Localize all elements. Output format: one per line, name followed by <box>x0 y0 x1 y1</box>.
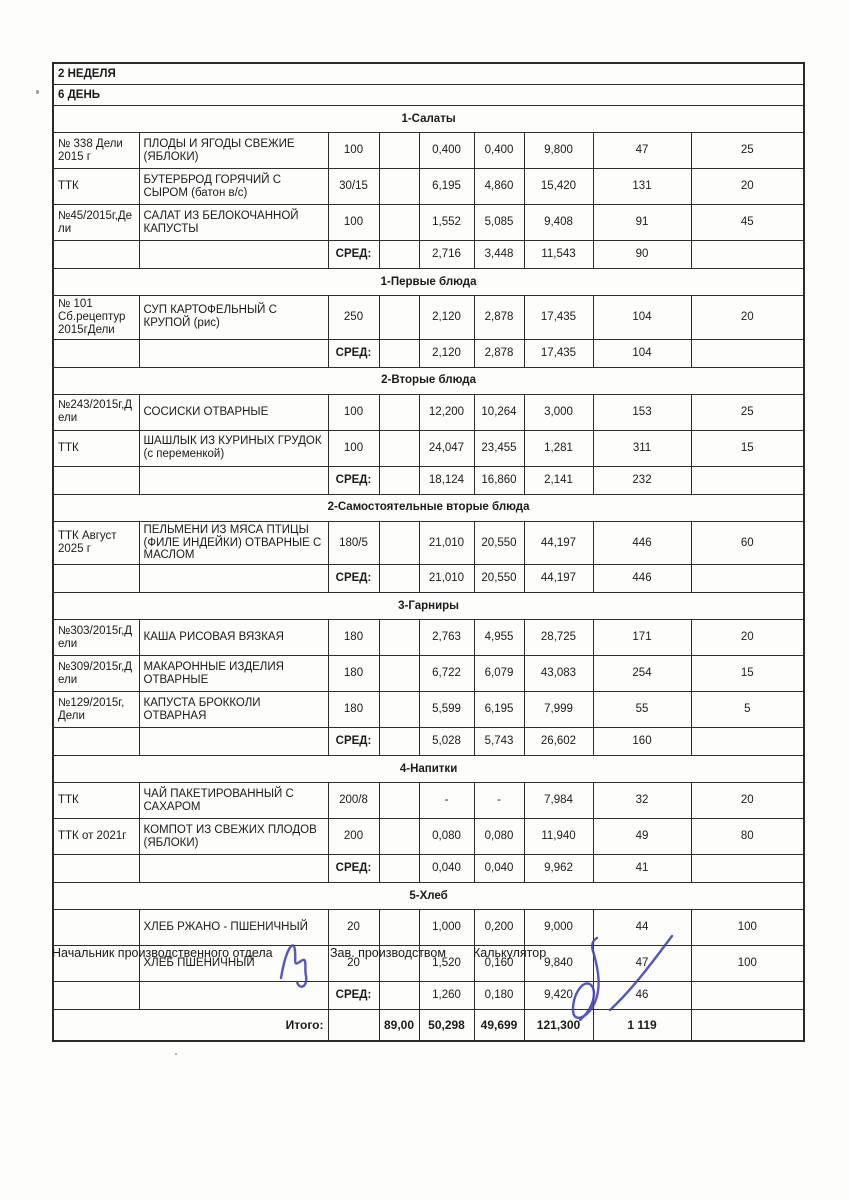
value-cell: 100 <box>691 910 804 946</box>
average-value-cell: 446 <box>593 565 691 593</box>
average-value-cell: 0,040 <box>474 855 524 883</box>
average-value-cell <box>379 855 419 883</box>
average-value-cell <box>139 241 328 269</box>
value-cell: 9,840 <box>524 946 593 982</box>
average-value-cell: 104 <box>593 339 691 367</box>
average-value-cell: 9,962 <box>524 855 593 883</box>
value-cell: 6,195 <box>474 692 524 728</box>
value-cell <box>379 656 419 692</box>
value-cell: 1,000 <box>419 910 474 946</box>
value-cell: 7,999 <box>524 692 593 728</box>
average-label-cell: СРЕД: <box>328 241 379 269</box>
day-label: 6 ДЕНЬ <box>53 85 804 106</box>
signature-icon <box>566 928 678 1032</box>
value-cell: 5,599 <box>419 692 474 728</box>
average-row <box>53 339 804 367</box>
average-value-cell: 41 <box>593 855 691 883</box>
average-value-cell: 2,716 <box>419 241 474 269</box>
value-cell <box>379 819 419 855</box>
section-title: 1-Салаты <box>53 106 804 133</box>
section-header-row <box>53 494 804 521</box>
table-row <box>53 133 804 169</box>
average-label-cell: СРЕД: <box>328 466 379 494</box>
value-cell: 15,420 <box>524 169 593 205</box>
value-cell: 20 <box>691 783 804 819</box>
average-value-cell <box>691 728 804 756</box>
section-title: 2-Самостоятельные вторые блюда <box>53 494 804 521</box>
average-value-cell: 0,040 <box>419 855 474 883</box>
value-cell: 23,455 <box>474 430 524 466</box>
average-value-cell: 3,448 <box>474 241 524 269</box>
value-cell: 20 <box>328 946 379 982</box>
day-row <box>53 85 804 106</box>
value-cell: 20 <box>328 910 379 946</box>
average-value-cell: 11,543 <box>524 241 593 269</box>
value-cell: 180/5 <box>328 521 379 565</box>
table-row <box>53 819 804 855</box>
value-cell: 15 <box>691 656 804 692</box>
value-cell: 55 <box>593 692 691 728</box>
value-cell: 171 <box>593 620 691 656</box>
dish-name-cell: ШАШЛЫК ИЗ КУРИНЫХ ГРУДОК (с переменкой) <box>139 430 328 466</box>
value-cell: 28,725 <box>524 620 593 656</box>
table-row <box>53 620 804 656</box>
value-cell: 153 <box>593 394 691 430</box>
average-value-cell <box>139 855 328 883</box>
average-value-cell <box>53 466 139 494</box>
recipe-ref-cell: №129/2015г, Дели <box>53 692 139 728</box>
value-cell: 24,047 <box>419 430 474 466</box>
value-cell: 60 <box>691 521 804 565</box>
value-cell: 0,080 <box>474 819 524 855</box>
average-value-cell: 18,124 <box>419 466 474 494</box>
total-value-cell: 50,298 <box>419 1010 474 1042</box>
value-cell: 1,520 <box>419 946 474 982</box>
section-title: 4-Напитки <box>53 756 804 783</box>
value-cell: 20,550 <box>474 521 524 565</box>
value-cell: 17,435 <box>524 296 593 340</box>
section-header-row <box>53 367 804 394</box>
value-cell: 100 <box>328 133 379 169</box>
average-value-cell: 232 <box>593 466 691 494</box>
value-cell: 131 <box>593 169 691 205</box>
average-value-cell: 2,878 <box>474 339 524 367</box>
value-cell: 4,955 <box>474 620 524 656</box>
value-cell: 20 <box>691 169 804 205</box>
value-cell: - <box>474 783 524 819</box>
value-cell: 0,400 <box>474 133 524 169</box>
average-value-cell: 46 <box>593 982 691 1010</box>
section-title: 1-Первые блюда <box>53 269 804 296</box>
value-cell: 44,197 <box>524 521 593 565</box>
dish-name-cell: ХЛЕБ ПШЕНИЧНЫЙ <box>139 946 328 982</box>
dish-name-cell: ХЛЕБ РЖАНО - ПШЕНИЧНЫЙ <box>139 910 328 946</box>
signature-icon <box>278 934 320 996</box>
section-header-row <box>53 883 804 910</box>
value-cell: 49 <box>593 819 691 855</box>
value-cell: 5,085 <box>474 205 524 241</box>
value-cell: 91 <box>593 205 691 241</box>
value-cell: 15 <box>691 430 804 466</box>
recipe-ref-cell: ТТК <box>53 430 139 466</box>
value-cell: 9,408 <box>524 205 593 241</box>
value-cell: 0,080 <box>419 819 474 855</box>
dish-name-cell: ПЕЛЬМЕНИ ИЗ МЯСА ПТИЦЫ (ФИЛЕ ИНДЕЙКИ) ОТВАРНЫЕ С МАСЛОМ <box>139 521 328 565</box>
average-value-cell <box>53 565 139 593</box>
value-cell: 25 <box>691 394 804 430</box>
value-cell: 1,281 <box>524 430 593 466</box>
average-value-cell <box>691 855 804 883</box>
recipe-ref-cell: № 101 Сб.рецептур 2015гДели <box>53 296 139 340</box>
value-cell: 100 <box>328 394 379 430</box>
value-cell: 47 <box>593 133 691 169</box>
value-cell: 1,552 <box>419 205 474 241</box>
recipe-ref-cell: №303/2015г,Дели <box>53 620 139 656</box>
value-cell: 104 <box>593 296 691 340</box>
average-label-cell: СРЕД: <box>328 339 379 367</box>
average-value-cell <box>379 728 419 756</box>
value-cell <box>379 296 419 340</box>
recipe-ref-cell <box>53 910 139 946</box>
value-cell <box>379 133 419 169</box>
value-cell <box>379 430 419 466</box>
recipe-ref-cell: №243/2015г,Дели <box>53 394 139 430</box>
average-value-cell <box>691 241 804 269</box>
total-value-cell: 49,699 <box>474 1010 524 1042</box>
dish-name-cell: СОСИСКИ ОТВАРНЫЕ <box>139 394 328 430</box>
recipe-ref-cell: ТТК от 2021г <box>53 819 139 855</box>
section-title: 5-Хлеб <box>53 883 804 910</box>
average-value-cell: 0,180 <box>474 982 524 1010</box>
average-value-cell: 9,420 <box>524 982 593 1010</box>
value-cell: 4,860 <box>474 169 524 205</box>
value-cell <box>379 521 419 565</box>
value-cell: 25 <box>691 133 804 169</box>
position-title-calculator: Калькулятор <box>473 946 547 960</box>
value-cell: 180 <box>328 620 379 656</box>
value-cell: 200 <box>328 819 379 855</box>
average-value-cell <box>379 466 419 494</box>
average-value-cell <box>379 565 419 593</box>
value-cell: 200/8 <box>328 783 379 819</box>
value-cell: 80 <box>691 819 804 855</box>
table-row <box>53 656 804 692</box>
value-cell: 9,800 <box>524 133 593 169</box>
average-value-cell <box>379 339 419 367</box>
average-value-cell <box>139 339 328 367</box>
value-cell: 32 <box>593 783 691 819</box>
value-cell: 12,200 <box>419 394 474 430</box>
section-title: 2-Вторые блюда <box>53 367 804 394</box>
average-value-cell <box>53 241 139 269</box>
average-value-cell <box>139 466 328 494</box>
position-title-production-manager: Зав. производством <box>330 946 446 960</box>
recipe-ref-cell: ТТК <box>53 169 139 205</box>
section-header-row <box>53 269 804 296</box>
value-cell: 20 <box>691 620 804 656</box>
section-title: 3-Гарниры <box>53 593 804 620</box>
scan-artifact <box>175 1053 177 1055</box>
value-cell: 45 <box>691 205 804 241</box>
total-value-cell: 1 119 <box>593 1010 691 1042</box>
average-value-cell: 16,860 <box>474 466 524 494</box>
recipe-ref-cell: ТТК Август 2025 г <box>53 521 139 565</box>
average-value-cell <box>53 339 139 367</box>
menu-plan-table <box>52 62 805 1042</box>
value-cell: 6,079 <box>474 656 524 692</box>
average-row <box>53 728 804 756</box>
average-value-cell: 160 <box>593 728 691 756</box>
dish-name-cell: МАКАРОННЫЕ ИЗДЕЛИЯ ОТВАРНЫЕ <box>139 656 328 692</box>
table-row <box>53 169 804 205</box>
value-cell: 20 <box>691 296 804 340</box>
value-cell: - <box>419 783 474 819</box>
week-row <box>53 63 804 85</box>
value-cell: 3,000 <box>524 394 593 430</box>
average-label-cell: СРЕД: <box>328 565 379 593</box>
value-cell <box>379 394 419 430</box>
dish-name-cell: САЛАТ ИЗ БЕЛОКОЧАННОЙ КАПУСТЫ <box>139 205 328 241</box>
value-cell: 11,940 <box>524 819 593 855</box>
value-cell: 254 <box>593 656 691 692</box>
value-cell: 250 <box>328 296 379 340</box>
average-value-cell <box>53 855 139 883</box>
average-value-cell: 1,260 <box>419 982 474 1010</box>
average-value-cell <box>691 466 804 494</box>
value-cell <box>379 620 419 656</box>
average-value-cell: 20,550 <box>474 565 524 593</box>
value-cell: 0,160 <box>474 946 524 982</box>
total-value-cell: 89,00 <box>379 1010 419 1042</box>
value-cell: 311 <box>593 430 691 466</box>
average-value-cell <box>139 728 328 756</box>
week-label: 2 НЕДЕЛЯ <box>53 63 804 85</box>
value-cell: 0,400 <box>419 133 474 169</box>
average-row <box>53 565 804 593</box>
recipe-ref-cell: № 338 Дели 2015 г <box>53 133 139 169</box>
table-row <box>53 521 804 565</box>
average-value-cell: 17,435 <box>524 339 593 367</box>
table-row <box>53 910 804 946</box>
average-value-cell <box>139 565 328 593</box>
section-header-row <box>53 593 804 620</box>
average-row <box>53 855 804 883</box>
dish-name-cell: КОМПОТ ИЗ СВЕЖИХ ПЛОДОВ (ЯБЛОКИ) <box>139 819 328 855</box>
value-cell: 100 <box>328 205 379 241</box>
value-cell: 5 <box>691 692 804 728</box>
value-cell: 43,083 <box>524 656 593 692</box>
table-row <box>53 205 804 241</box>
position-title-production-head: Начальник производственного отдела <box>52 946 273 960</box>
average-row <box>53 466 804 494</box>
average-row <box>53 241 804 269</box>
value-cell: 2,120 <box>419 296 474 340</box>
dish-name-cell: КАПУСТА БРОККОЛИ ОТВАРНАЯ <box>139 692 328 728</box>
value-cell: 44 <box>593 910 691 946</box>
average-value-cell: 44,197 <box>524 565 593 593</box>
section-header-row <box>53 106 804 133</box>
scan-artifact <box>36 90 39 94</box>
average-value-cell <box>691 565 804 593</box>
value-cell: 180 <box>328 656 379 692</box>
recipe-ref-cell: №45/2015г,Дели <box>53 205 139 241</box>
table-row <box>53 430 804 466</box>
value-cell <box>379 169 419 205</box>
recipe-ref-cell: ТТК <box>53 783 139 819</box>
value-cell: 446 <box>593 521 691 565</box>
value-cell <box>379 910 419 946</box>
table-row <box>53 296 804 340</box>
value-cell: 6,722 <box>419 656 474 692</box>
average-value-cell <box>379 241 419 269</box>
value-cell: 2,763 <box>419 620 474 656</box>
average-value-cell <box>53 728 139 756</box>
average-value-cell: 21,010 <box>419 565 474 593</box>
dish-name-cell: КАША РИСОВАЯ ВЯЗКАЯ <box>139 620 328 656</box>
table-row <box>53 692 804 728</box>
average-value-cell: 5,028 <box>419 728 474 756</box>
average-value-cell: 90 <box>593 241 691 269</box>
dish-name-cell: БУТЕРБРОД ГОРЯЧИЙ С СЫРОМ (батон в/с) <box>139 169 328 205</box>
dish-name-cell: ЧАЙ ПАКЕТИРОВАННЫЙ С САХАРОМ <box>139 783 328 819</box>
average-value-cell: 2,120 <box>419 339 474 367</box>
table-row <box>53 783 804 819</box>
value-cell: 21,010 <box>419 521 474 565</box>
value-cell: 100 <box>328 430 379 466</box>
value-cell <box>379 783 419 819</box>
average-label-cell: СРЕД: <box>328 855 379 883</box>
value-cell: 100 <box>691 946 804 982</box>
menu-plan-document <box>52 62 803 1042</box>
value-cell: 0,200 <box>474 910 524 946</box>
value-cell: 7,984 <box>524 783 593 819</box>
signature-block <box>0 946 849 1066</box>
value-cell <box>379 205 419 241</box>
average-value-cell: 2,141 <box>524 466 593 494</box>
average-value-cell: 26,602 <box>524 728 593 756</box>
value-cell: 47 <box>593 946 691 982</box>
total-value-cell: 121,300 <box>524 1010 593 1042</box>
total-label-cell: Итого: <box>53 1010 328 1042</box>
value-cell: 10,264 <box>474 394 524 430</box>
average-label-cell: СРЕД: <box>328 728 379 756</box>
section-header-row <box>53 756 804 783</box>
value-cell: 9,000 <box>524 910 593 946</box>
dish-name-cell: СУП КАРТОФЕЛЬНЫЙ С КРУПОЙ (рис) <box>139 296 328 340</box>
value-cell: 180 <box>328 692 379 728</box>
value-cell: 2,878 <box>474 296 524 340</box>
average-value-cell: 5,743 <box>474 728 524 756</box>
recipe-ref-cell: №309/2015г,Дели <box>53 656 139 692</box>
value-cell: 6,195 <box>419 169 474 205</box>
table-row <box>53 394 804 430</box>
value-cell <box>379 692 419 728</box>
dish-name-cell: ПЛОДЫ И ЯГОДЫ СВЕЖИЕ (ЯБЛОКИ) <box>139 133 328 169</box>
average-label-cell: СРЕД: <box>328 982 379 1010</box>
value-cell: 30/15 <box>328 169 379 205</box>
average-value-cell <box>691 339 804 367</box>
